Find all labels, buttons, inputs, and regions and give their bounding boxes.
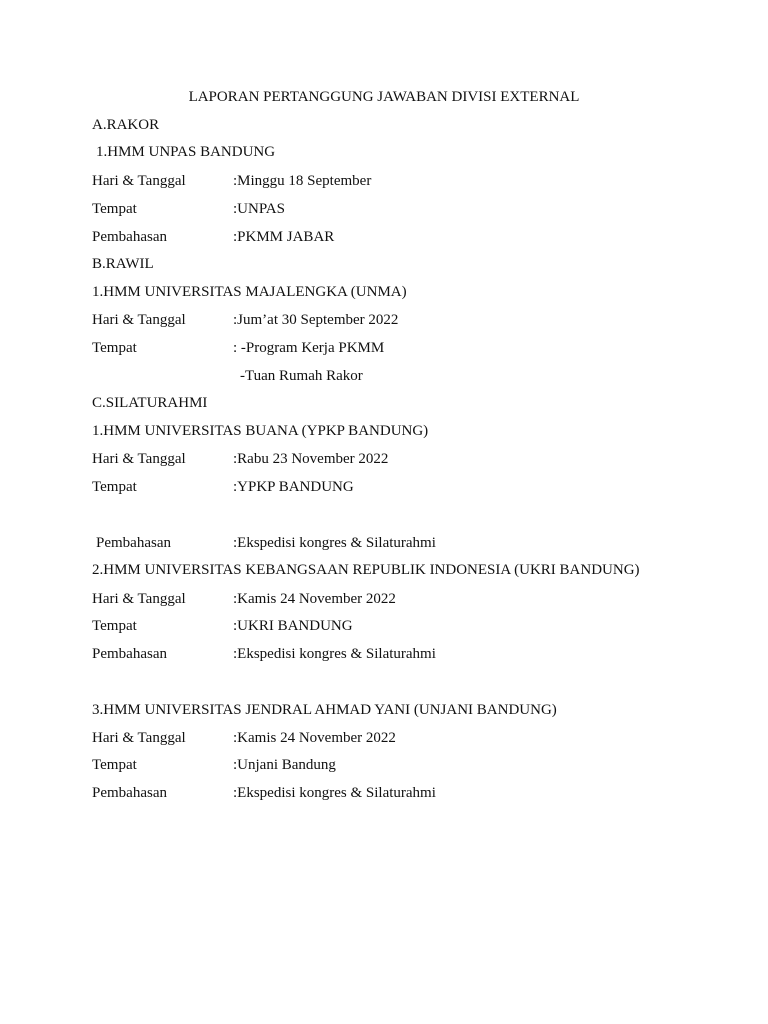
section-a-heading: A.RAKOR: [92, 117, 160, 133]
section-c-item2-heading: 2.HMM UNIVERSITAS KEBANGSAAN REPUBLIK INDONESIA (UKRI BANDUNG): [92, 562, 640, 578]
place-value: :UKRI BANDUNG: [233, 618, 353, 634]
section-c-item3-heading: 3.HMM UNIVERSITAS JENDRAL AHMAD YANI (UNJANI BANDUNG): [92, 702, 557, 718]
section-c-item2-date-row: [92, 590, 396, 608]
section-c-item3-place-row: [92, 756, 336, 774]
topic-value: :Ekspedisi kongres & Silaturahmi: [233, 535, 436, 551]
place-label: Tempat: [92, 201, 137, 217]
topic-value: :Ekspedisi kongres & Silaturahmi: [233, 646, 436, 662]
section-b-item1-continuation: -Tuan Rumah Rakor: [240, 368, 363, 384]
section-c-item1-date-row: [92, 450, 388, 468]
document-title: LAPORAN PERTANGGUNG JAWABAN DIVISI EXTERNAL: [188, 89, 580, 105]
topic-value: :Ekspedisi kongres & Silaturahmi: [233, 785, 436, 801]
date-value: :Kamis 24 November 2022: [233, 591, 396, 607]
place-label: Tempat: [92, 757, 137, 773]
date-label: Hari & Tanggal: [92, 312, 186, 328]
section-b-heading: B.RAWIL: [92, 256, 154, 272]
place-value: :Unjani Bandung: [233, 757, 336, 773]
section-a-item1-topic-row: [92, 228, 334, 246]
topic-label: Pembahasan: [92, 646, 167, 662]
topic-label: Pembahasan: [96, 535, 171, 551]
date-label: Hari & Tanggal: [92, 591, 186, 607]
topic-value: :PKMM JABAR: [233, 229, 335, 245]
place-label: Tempat: [92, 479, 137, 495]
section-b-item1-place-row: [92, 339, 384, 357]
date-value: :Jum’at 30 September 2022: [233, 312, 399, 328]
section-c-item1-heading: 1.HMM UNIVERSITAS BUANA (YPKP BANDUNG): [92, 423, 429, 439]
date-value: :Kamis 24 November 2022: [233, 730, 396, 746]
section-a-item1-place-row: [92, 200, 285, 218]
topic-label: Pembahasan: [92, 229, 167, 245]
section-c-item3-topic-row: [92, 784, 436, 802]
place-label: Tempat: [92, 618, 137, 634]
place-value: :UNPAS: [233, 201, 285, 217]
section-b-item1-heading: 1.HMM UNIVERSITAS MAJALENGKA (UNMA): [92, 284, 407, 300]
section-a-item1-date-row: [92, 172, 371, 190]
date-label: Hari & Tanggal: [92, 173, 186, 189]
section-c-item1-topic-row: [96, 534, 436, 552]
section-c-item2-topic-row: [92, 645, 436, 663]
date-label: Hari & Tanggal: [92, 451, 186, 467]
section-c-item2-place-row: [92, 617, 353, 635]
topic-label: Pembahasan: [92, 785, 167, 801]
date-value: :Rabu 23 November 2022: [233, 451, 389, 467]
section-c-item1-place-row: [92, 478, 354, 496]
section-c-item3-date-row: [92, 729, 396, 747]
section-a-item1-heading: 1.HMM UNPAS BANDUNG: [96, 144, 276, 160]
place-value: : -Program Kerja PKMM: [233, 340, 385, 356]
date-label: Hari & Tanggal: [92, 730, 186, 746]
section-b-item1-date-row: [92, 311, 398, 329]
date-value: :Minggu 18 September: [233, 173, 372, 189]
section-c-heading: C.SILATURAHMI: [92, 395, 208, 411]
place-label: Tempat: [92, 340, 137, 356]
place-value: :YPKP BANDUNG: [233, 479, 354, 495]
